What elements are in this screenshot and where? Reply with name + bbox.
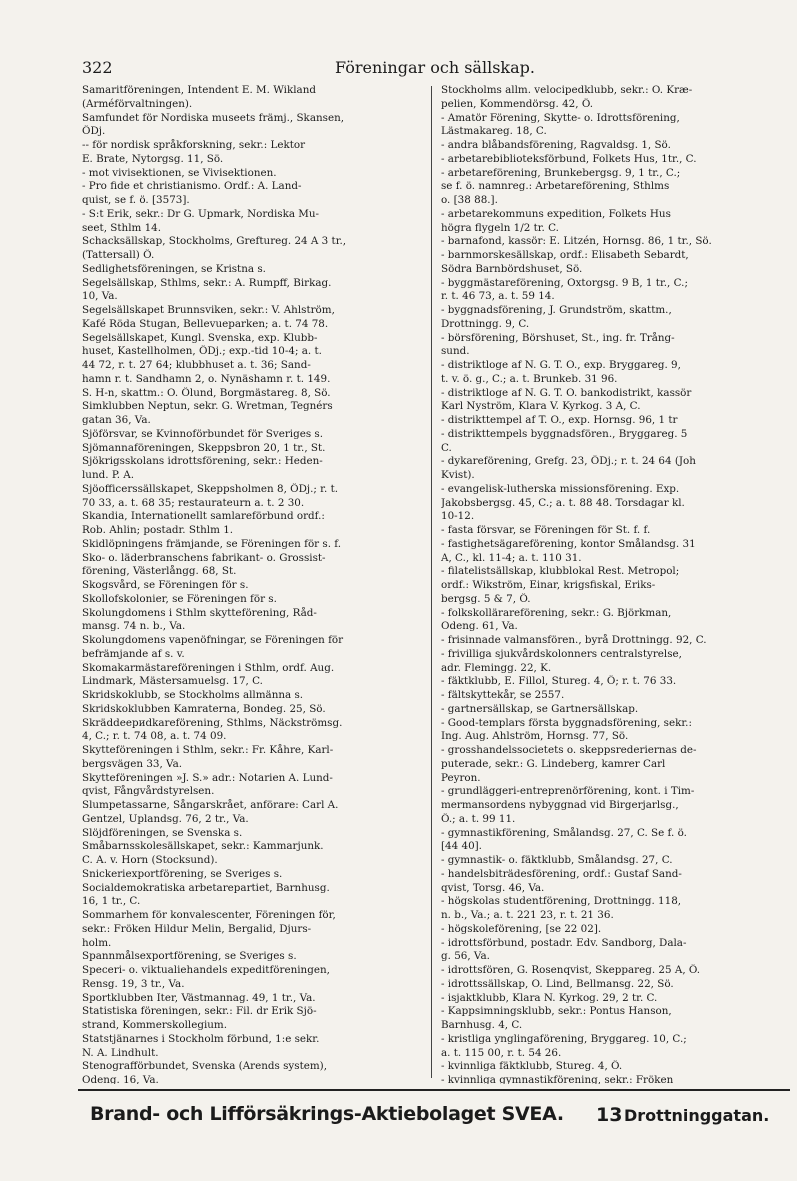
entry-line: Peyron. — [441, 771, 481, 784]
entry-line: Rensg. 19, 3 tr., Va. — [82, 977, 185, 990]
entry-line: Segelsällskapet Brunnsviken, sekr.: V. Ahlström, — [82, 304, 335, 316]
entry-line: Ö.; a. t. 99 11. — [441, 812, 516, 825]
entry-line: sund. — [441, 345, 470, 358]
entry-line: seet, Sthlm 14. — [82, 221, 162, 234]
entry-line: - högskoleförening, [se 22 02]. — [441, 922, 602, 935]
entry-line: E. Brate, Nytorgsg. 11, Sö. — [82, 152, 224, 165]
entry-line: n. b., Va.; a. t. 221 23, r. t. 21 36. — [441, 909, 614, 921]
entry-line: Statstjänarnes i Stockholm förbund, 1:e sekr. — [82, 1032, 320, 1045]
entry-line: - arbetarekommuns expedition, Folkets Hus — [441, 207, 671, 220]
entry-line: Stockholms allm. velocipedklubb, sekr.: O. Kræ- — [441, 84, 693, 96]
entry-line: - Amatör Förening, Skytte- o. Idrottsförening, — [441, 111, 680, 124]
entry-line: Statistiska föreningen, sekr.: Fil. dr Erik Sjö- — [82, 1005, 317, 1018]
entry-line: Barnhusg. 4, C. — [441, 1019, 523, 1031]
entry-line: Södra Barnbördshuset, Sö. — [441, 262, 583, 275]
entry-line: - högskolas studentförening, Drottningg. 118, — [441, 895, 682, 908]
entry-line: 4, C.; r. t. 74 08, a. t. 74 09. — [82, 730, 227, 743]
entry-line: Sportklubben Iter, Västmannag. 49, 1 tr., Va. — [82, 991, 316, 1004]
entry-line: - fäktklubb, E. Fillol, Stureg. 4, Ö; r. t. 76 33. — [441, 675, 677, 688]
entry-line: 10-12. — [441, 510, 475, 523]
entry-line: Sjöförsvar, se Kvinnoförbundet för Sveriges s. — [82, 427, 324, 440]
entry-line: Slöjdföreningen, se Svenska s. — [82, 826, 243, 839]
entry-line: bergsvägen 33, Va. — [82, 757, 183, 770]
entry-line: - folkskollärareförening, sekr.: G. Björkman, — [441, 606, 672, 619]
entry-line: Skandia, Internationellt samlareförbund ordf.: — [82, 510, 325, 523]
entry-line: pelien, Kommendörsg. 42, Ö. — [441, 97, 593, 110]
entry-line: Speceri- o. viktualiehandels expeditföreningen, — [82, 964, 330, 976]
entry-line: strand, Kommerskollegium. — [82, 1019, 228, 1031]
entry-line: [44 40]. — [441, 840, 482, 853]
entry-line: Gentzel, Uplandsg. 76, 2 tr., Va. — [82, 812, 249, 825]
entry-line: gatan 36, Va. — [82, 414, 151, 426]
entry-line: Skogsvård, se Föreningen för s. — [82, 579, 249, 591]
entry-line: S. H-n, skattm.: O. Ölund, Borgmästareg. 8, Sö. — [82, 386, 331, 399]
entry-line: förening, Västerlångg. 68, St. — [82, 565, 237, 578]
entry-line: bergsg. 5 & 7, Ö. — [441, 592, 531, 605]
entry-line: 16, 1 tr., C. — [82, 895, 141, 908]
banner-company: Brand- och Lifförsäkrings-Aktiebolaget SVEA. — [90, 1103, 564, 1125]
entry-line: - andra blåbandsförening, Ragvaldsg. 1, Sö. — [441, 139, 671, 151]
entry-line: A, C., kl. 11-4; a. t. 110 31. — [441, 551, 582, 564]
entry-line: Stenografförbundet, Svenska (Arends system), — [82, 1060, 327, 1073]
entry-line: Samaritföreningen, Intendent E. M. Wikland — [82, 84, 316, 96]
entry-line: holm. — [82, 936, 112, 949]
entry-line: Segelsällskap, Sthlms, sekr.: A. Rumpff, Birkag. — [82, 276, 332, 289]
entry-line: högra flygeln 1/2 tr. C. — [441, 221, 559, 234]
entry-line: - frivilliga sjukvårdskolonners centralstyrelse, — [441, 647, 682, 660]
entry-line: ordf.: Wikström, Einar, krigsfiskal, Eriks- — [441, 579, 656, 591]
entry-line: quist, se f. ö. [3573]. — [82, 194, 190, 206]
entry-line: - filatelistsällskap, klubblokal Rest. Metropol; — [441, 565, 680, 578]
entry-line: Sedlighetsföreningen, se Kristna s. — [82, 262, 266, 275]
left-column — [82, 84, 428, 1084]
entry-line: puterade, sekr.: G. Lindeberg, kamrer Carl — [441, 757, 666, 770]
entry-line: - börsförening, Börshuset, St., ing. fr. Trång- — [441, 331, 675, 344]
entry-line: qvist, Fångvårdstyrelsen. — [82, 785, 215, 798]
entry-line: - distrikttempels byggnadsfören., Bryggareg. 5 — [441, 427, 688, 440]
entry-line: t. v. ö. g., C.; a. t. Brunkeb. 31 96. — [441, 372, 618, 385]
entry-line: (Tattersall) Ö. — [82, 249, 155, 261]
entry-line: sekr.: Fröken Hildur Melin, Bergalid, Djurs- — [82, 922, 312, 935]
entry-line: - distriktloge af N. G. T. O. bankodistrikt, kassör — [441, 386, 692, 399]
entry-line: Ing. Aug. Ahlström, Hornsg. 77, Sö. — [441, 730, 629, 743]
entry-line: Spannmålsexportförening, se Sveriges s. — [82, 950, 297, 963]
entry-line: - fältskyttekår, se 2557. — [441, 689, 565, 701]
entry-line: C. — [441, 441, 452, 454]
entry-line: a. t. 115 00, r. t. 54 26. — [441, 1046, 562, 1059]
running-title: Föreningar och sällskap. — [335, 58, 535, 77]
entry-line: Sko- o. läderbranschens fabrikant- o. Grossist- — [82, 551, 326, 564]
entry-line: - handelsbiträdesförening, ordf.: Gustaf Sand- — [441, 867, 682, 880]
entry-line: - fastighetsägareförening, kontor Smålandsg. 31 — [441, 537, 696, 550]
entry-line: - idrottsfören, G. Rosenqvist, Skeppareg. 25 A, Ö. — [441, 964, 701, 976]
entry-line: Rob. Ahlin; postadr. Sthlm 1. — [82, 524, 234, 536]
entry-line: - arbetarebiblioteksförbund, Folkets Hus, 1tr., C. — [441, 152, 697, 165]
entry-line: adr. Flemingg. 22, K. — [441, 661, 552, 674]
entry-line: se f. ö. namnreg.: Arbetareförening, Sthlms — [441, 180, 670, 193]
entry-line: Lästmakareg. 18, C. — [441, 125, 547, 138]
entry-line: - kvinnliga gymnastikförening, sekr.: Fröken — [441, 1074, 674, 1084]
entry-line: - evangelisk-lutherska missionsförening. Exp. — [441, 482, 680, 495]
entry-line: Snickeriexportförening, se Sveriges s. — [82, 867, 283, 880]
entry-line: - grundläggeri-entreprenörförening, kont. i Tim- — [441, 785, 695, 798]
entry-line: huset, Kastellholmen, ÖDj.; exp.-tid 10-4; a. t. — [82, 345, 322, 358]
entry-line: Schacksällskap, Stockholms, Greftureg. 24 A 3 tr., — [82, 235, 347, 248]
entry-line: - distrikttempel af T. O., exp. Hornsg. 96, 1 tr — [441, 414, 678, 426]
entry-line: 10, Va. — [82, 290, 118, 303]
entry-line: Skollofskolonier, se Föreningen för s. — [82, 592, 277, 605]
entry-line: Simklubben Neptun, sekr. G. Wretman, Tegnérs — [82, 400, 333, 413]
entry-line: Segelsällskapet, Kungl. Svenska, exp. Klubb- — [82, 331, 318, 344]
right-column — [441, 84, 787, 1084]
entry-line: - distriktloge af N. G. T. O., exp. Bryggareg. 9, — [441, 359, 681, 371]
entry-line: - barnafond, kassör: E. Litzén, Hornsg. 86, 1 tr., Sö. — [441, 235, 712, 248]
entry-line: 70 33, a. t. 68 35; restaurateurn a. t. 2 30. — [82, 496, 305, 509]
entry-line: o. [38 88.]. — [441, 194, 498, 206]
banner-number: 13 — [596, 1104, 623, 1126]
entry-line: Skräddeериdkareförening, Sthlms, Näckströmsg. — [82, 716, 343, 729]
entry-line: Skolungdomens i Sthlm skytteförening, Råd- — [82, 606, 317, 619]
entry-line: Skolungdomens vapenöfningar, se Föreningen för — [82, 634, 344, 646]
entry-line: Sjömannaföreningen, Skeppsbron 20, 1 tr., St. — [82, 441, 326, 454]
entry-line: mansg. 74 n. b., Va. — [82, 620, 186, 633]
entry-line: - mot vivisektionen, se Vivisektionen. — [82, 166, 277, 179]
entry-line: Jakobsbergsg. 45, C.; a. t. 88 48. Torsdagar kl. — [441, 496, 685, 509]
entry-line: 44 72, r. t. 27 64; klubbhuset a. t. 36; Sand- — [82, 359, 311, 371]
entry-line: qvist, Torsg. 46, Va. — [441, 881, 545, 894]
entry-line: Sjöofficerssällskapet, Skeppsholmen 8, ÖDj.; r. t. — [82, 482, 339, 495]
entry-line: Karl Nyström, Klara V. Kyrkog. 3 A, C. — [441, 400, 641, 413]
entry-line: Skridskoklubben Kamraterna, Bondeg. 25, Sö. — [82, 702, 326, 715]
entry-line: - fasta försvar, se Föreningen för St. f. f. — [441, 524, 651, 536]
entry-line: lund. P. A. — [82, 469, 135, 481]
entry-line: - barnmorskesällskap, ordf.: Elisabeth Sebardt, — [441, 249, 689, 261]
entry-line: ÖDj. — [82, 125, 106, 138]
entry-line: - Kappsimningsklubb, sekr.: Pontus Hanson, — [441, 1005, 672, 1018]
entry-line: Småbarnsskolesällskapet, sekr.: Kammarjunk. — [82, 840, 324, 853]
entry-line: Samfundet för Nordiska museets främj., Skansen, — [82, 111, 345, 124]
entry-line: Odeng. 61, Va. — [441, 620, 518, 633]
entry-line: Skytteföreningen »J. S.» adr.: Notarien A. Lund- — [82, 771, 333, 784]
entry-line: Kvist). — [441, 469, 475, 481]
page-header — [82, 58, 772, 80]
entry-line: N. A. Lindhult. — [82, 1046, 159, 1059]
entry-line: Skridskoklubb, se Stockholms allmänna s. — [82, 689, 304, 701]
entry-line: hamn r. t. Sandhamn 2, o. Nynäshamn r. t. 149. — [82, 372, 331, 385]
entry-line: - arbetareförening, Brunkebergsg. 9, 1 tr., C.; — [441, 166, 681, 179]
entry-line: - idrottsförbund, postadr. Edv. Sandborg, Dala- — [441, 936, 687, 949]
entry-line: - Pro fide et christianismo. Ordf.: A. Land- — [82, 180, 302, 193]
entry-line: Odeng. 16, Va. — [82, 1074, 159, 1084]
entry-line: Skytteföreningen i Sthlm, sekr.: Fr. Kåhre, Karl- — [82, 744, 334, 756]
entry-line: - gymnastikförening, Smålandsg. 27, C. Se f. ö. — [441, 826, 687, 839]
entry-line: Drottningg. 9, C. — [441, 317, 530, 330]
banner-street: Drottninggatan. — [624, 1106, 770, 1125]
entry-line: - dykareförening, Grefg. 23, ÖDj.; r. t. 24 64 (Joh — [441, 455, 696, 468]
entry-line: (Arméförvaltningen). — [82, 97, 193, 110]
entry-line: Skidlöpningens främjande, se Föreningen för s. f. — [82, 537, 342, 550]
entry-line: Lindmark, Mästersamuelsg. 17, C. — [82, 675, 263, 688]
entry-line: -- för nordisk språkforskning, sekr.: Lektor — [82, 139, 306, 151]
column-divider — [431, 86, 432, 1078]
entry-line: - kvinnliga fäktklubb, Stureg. 4, Ö. — [441, 1060, 623, 1073]
entry-line: - byggnadsförening, J. Grundström, skattm., — [441, 304, 672, 316]
page-number: 322 — [82, 58, 113, 77]
entry-line: Socialdemokratiska arbetarepartiet, Barnhusg. — [82, 881, 330, 894]
entry-line: Slumpetassarne, Sångarskrået, anförare: Carl A. — [82, 799, 339, 811]
entry-line: C. A. v. Horn (Stocksund). — [82, 854, 218, 866]
entry-line: - idrottssällskap, O. Lind, Bellmansg. 22, Sö. — [441, 977, 674, 990]
entry-line: Sjökrigsskolans idrottsförening, sekr.: Heden- — [82, 455, 323, 468]
entry-line: - gymnastik- o. fäktklubb, Smålandsg. 27, C. — [441, 854, 673, 866]
entry-line: - grosshandelssocietets o. skeppsrederiernas de- — [441, 744, 697, 756]
advertisement-banner — [78, 1089, 790, 1131]
entry-line: Kafé Röda Stugan, Bellevueparken; a. t. 74 78. — [82, 317, 329, 330]
entry-line: r. t. 46 73, a. t. 59 14. — [441, 290, 555, 303]
entry-line: - byggmästareförening, Oxtorgsg. 9 B, 1 tr., C.; — [441, 276, 688, 289]
entry-line: - isjaktklubb, Klara N. Kyrkog. 29, 2 tr. C. — [441, 991, 658, 1004]
entry-line: Sommarhem för konvalescenter, Föreningen för, — [82, 909, 336, 921]
entry-line: - kristliga ynglingaförening, Bryggareg. 10, C.; — [441, 1032, 687, 1045]
entry-line: - S:t Erik, sekr.: Dr G. Upmark, Nordiska Mu- — [82, 207, 320, 220]
entry-line: - frisinnade valmansfören., byrå Drottningg. 92, C. — [441, 634, 707, 646]
entry-line: - Good-templars första byggnadsförening, sekr.: — [441, 716, 692, 729]
entry-line: befrämjande af s. v. — [82, 647, 185, 660]
entry-line: g. 56, Va. — [441, 950, 490, 963]
entry-line: - gartnersällskap, se Gartnersällskap. — [441, 702, 639, 715]
entry-line: Skomakarmästareföreningen i Sthlm, ordf. Aug. — [82, 661, 335, 674]
entry-line: mermansordens nybyggnad vid Birgerjarlsg., — [441, 799, 679, 811]
